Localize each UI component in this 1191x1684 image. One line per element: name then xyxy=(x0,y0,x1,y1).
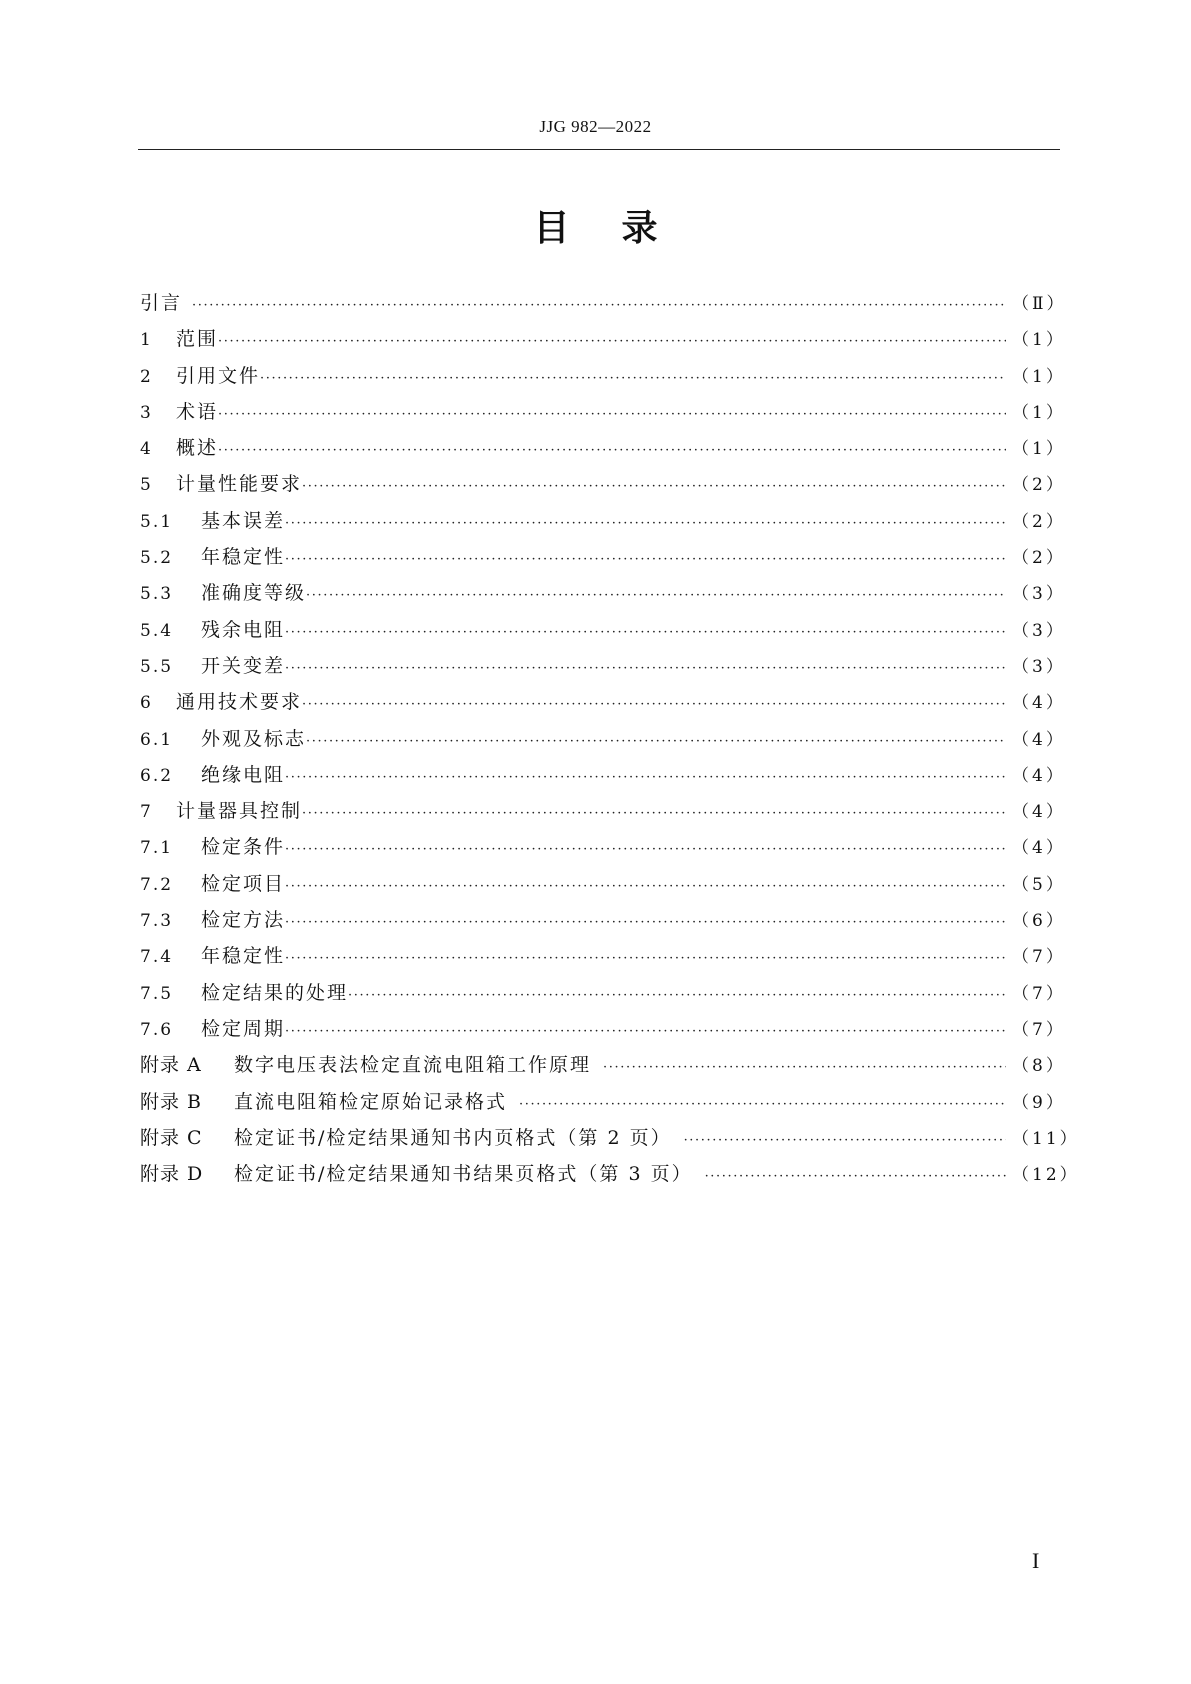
leader-dots xyxy=(285,879,1006,894)
toc-entry-number: 附录 D xyxy=(140,1163,204,1186)
leader-dots xyxy=(218,334,1006,349)
leader-dots xyxy=(285,552,1006,567)
leader-dots xyxy=(285,915,1006,930)
toc-entry-7-3[interactable] xyxy=(140,905,1066,941)
toc-entry-label: 外观及标志 xyxy=(201,727,307,750)
toc-entry-number: 7.6 xyxy=(140,1019,174,1040)
toc-entry-page: （1） xyxy=(1012,402,1066,423)
toc-entry-5-3[interactable] xyxy=(140,578,1066,614)
toc-entry-page: （Ⅱ） xyxy=(1012,294,1067,314)
toc-entry-4[interactable] xyxy=(140,433,1066,469)
toc-entry-5-5[interactable] xyxy=(140,651,1066,687)
toc-entry-number: 7.5 xyxy=(140,983,174,1004)
toc-entry-number: 7.1 xyxy=(140,838,174,859)
toc-entry-label: 年稳定性 xyxy=(201,945,286,968)
page-number: I xyxy=(1032,1548,1040,1573)
leader-dots xyxy=(684,1133,1006,1148)
toc-entry-page: （2） xyxy=(1012,475,1066,496)
toc-entry-number: 6.1 xyxy=(140,729,174,750)
toc-entry-page: （4） xyxy=(1012,765,1066,786)
toc-entry-page: （1） xyxy=(1012,439,1066,460)
toc-entry-page: （3） xyxy=(1012,656,1066,677)
toc-entry-5[interactable] xyxy=(140,469,1066,505)
toc-entry-page: （6） xyxy=(1012,911,1066,932)
toc-entry-5-4[interactable] xyxy=(140,615,1066,651)
toc-entry-label: 检定方法 xyxy=(201,909,286,932)
toc-entry-7-1[interactable] xyxy=(140,832,1066,868)
toc-entry-number: 附录 A xyxy=(140,1054,202,1077)
toc-entry-label: 引言 xyxy=(140,292,183,314)
leader-dots xyxy=(260,371,1006,386)
toc-entry-number: 5.1 xyxy=(140,511,174,532)
toc-entry-label: 通用技术要求 xyxy=(176,691,303,714)
toc-entry-label: 直流电阻箱检定原始记录格式 xyxy=(234,1090,508,1113)
leader-dots xyxy=(302,479,1006,494)
toc-entry-label: 检定结果的处理 xyxy=(201,981,349,1004)
toc-entry-label: 准确度等级 xyxy=(201,582,307,605)
toc-entry-number: 5.4 xyxy=(140,620,174,641)
toc-entry-page: （4） xyxy=(1012,729,1066,750)
toc-entry-label: 绝缘电阻 xyxy=(201,763,286,786)
toc-entry-page: （3） xyxy=(1012,584,1066,605)
toc-entry-intro[interactable] xyxy=(140,288,1067,324)
leader-dots xyxy=(306,734,1006,749)
leader-dots xyxy=(285,770,1006,785)
leader-dots xyxy=(218,407,1006,422)
toc-entry-label: 引用文件 xyxy=(176,364,261,387)
toc-entry-page: （4） xyxy=(1012,693,1066,714)
toc-entry-appendix-d[interactable] xyxy=(140,1159,1080,1195)
toc-entry-page: （2） xyxy=(1012,548,1066,569)
toc-entry-number: 6 xyxy=(140,693,153,714)
leader-dots xyxy=(285,842,1006,857)
leader-dots xyxy=(603,1060,1006,1075)
toc-entry-label: 检定证书/检定结果通知书结果页格式（第 3 页） xyxy=(234,1163,693,1186)
toc-entry-number: 5.5 xyxy=(140,656,174,677)
leader-dots xyxy=(705,1169,1006,1184)
leader-dots xyxy=(306,588,1006,603)
leader-dots xyxy=(285,625,1006,640)
toc-entry-label: 残余电阻 xyxy=(201,618,286,641)
toc-entry-label: 范围 xyxy=(176,328,219,351)
toc-entry-label: 术语 xyxy=(176,400,219,423)
leader-dots xyxy=(348,988,1006,1003)
toc-entry-page: （3） xyxy=(1012,620,1066,641)
toc-entry-label: 检定项目 xyxy=(201,872,286,895)
toc-entry-page: （7） xyxy=(1012,947,1066,968)
toc-entry-6-1[interactable] xyxy=(140,724,1066,760)
toc-entry-page: （1） xyxy=(1012,330,1066,351)
toc-entry-label: 基本误差 xyxy=(201,509,286,532)
toc-entry-7-6[interactable] xyxy=(140,1014,1066,1050)
toc-entry-page: （4） xyxy=(1012,838,1066,859)
toc-entry-7-4[interactable] xyxy=(140,941,1066,977)
toc-entry-number: 7.3 xyxy=(140,911,174,932)
toc-entry-number: 3 xyxy=(140,402,153,423)
toc-entry-page: （12） xyxy=(1012,1165,1080,1186)
toc-entry-label: 数字电压表法检定直流电阻箱工作原理 xyxy=(234,1054,592,1077)
toc-entry-5-2[interactable] xyxy=(140,542,1066,578)
toc-entry-1[interactable] xyxy=(140,324,1066,360)
page-title: 目录 xyxy=(533,208,710,249)
toc-entry-label: 计量器具控制 xyxy=(176,800,303,823)
toc-entry-7-5[interactable] xyxy=(140,978,1066,1014)
leader-dots xyxy=(302,697,1006,712)
toc-entry-number: 5.2 xyxy=(140,548,174,569)
leader-dots xyxy=(285,1024,1006,1039)
toc-entry-appendix-a[interactable] xyxy=(140,1050,1066,1086)
header-rule xyxy=(138,149,1060,150)
leader-dots xyxy=(285,951,1006,966)
toc-entry-page: （4） xyxy=(1012,802,1066,823)
toc-entry-number: 附录 B xyxy=(140,1090,203,1113)
leader-dots xyxy=(519,1097,1006,1112)
toc-entry-number: 附录 C xyxy=(140,1126,203,1149)
toc-entry-5-1[interactable] xyxy=(140,506,1066,542)
toc-entry-page: （8） xyxy=(1012,1056,1066,1077)
leader-dots xyxy=(302,806,1006,821)
toc-entry-page: （2） xyxy=(1012,511,1066,532)
table-of-contents xyxy=(140,288,1080,1195)
toc-entry-number: 7.4 xyxy=(140,947,174,968)
toc-entry-6-2[interactable] xyxy=(140,760,1066,796)
toc-entry-page: （11） xyxy=(1012,1128,1080,1149)
toc-entry-number: 5.3 xyxy=(140,584,174,605)
toc-entry-page: （7） xyxy=(1012,1019,1066,1040)
toc-entry-label: 计量性能要求 xyxy=(176,473,303,496)
toc-entry-number: 7 xyxy=(140,802,153,823)
leader-dots xyxy=(285,516,1006,531)
toc-entry-page: （7） xyxy=(1012,983,1066,1004)
toc-entry-label: 检定周期 xyxy=(201,1017,286,1040)
toc-entry-6[interactable] xyxy=(140,687,1066,723)
toc-entry-7-2[interactable] xyxy=(140,869,1066,905)
toc-entry-label: 开关变差 xyxy=(201,654,286,677)
toc-entry-3[interactable] xyxy=(140,397,1066,433)
toc-entry-7[interactable] xyxy=(140,796,1066,832)
toc-entry-2[interactable] xyxy=(140,361,1066,397)
toc-entry-page: （1） xyxy=(1012,366,1066,387)
toc-entry-number: 7.2 xyxy=(140,874,174,895)
toc-entry-number: 1 xyxy=(140,330,153,351)
toc-entry-appendix-c[interactable] xyxy=(140,1123,1080,1159)
toc-entry-label: 检定条件 xyxy=(201,836,286,859)
toc-entry-label: 概述 xyxy=(176,437,219,460)
leader-dots xyxy=(192,298,1006,313)
toc-entry-number: 4 xyxy=(140,439,153,460)
document-code-header: JJG 982—2022 xyxy=(539,117,652,136)
toc-entry-page: （5） xyxy=(1012,874,1066,895)
leader-dots xyxy=(285,661,1006,676)
toc-entry-label: 检定证书/检定结果通知书内页格式（第 2 页） xyxy=(234,1126,672,1149)
toc-entry-label: 年稳定性 xyxy=(201,546,286,569)
toc-entry-number: 2 xyxy=(140,366,153,387)
toc-entry-appendix-b[interactable] xyxy=(140,1087,1066,1123)
toc-entry-number: 5 xyxy=(140,475,153,496)
leader-dots xyxy=(218,443,1006,458)
toc-entry-number: 6.2 xyxy=(140,765,174,786)
toc-entry-page: （9） xyxy=(1012,1092,1066,1113)
